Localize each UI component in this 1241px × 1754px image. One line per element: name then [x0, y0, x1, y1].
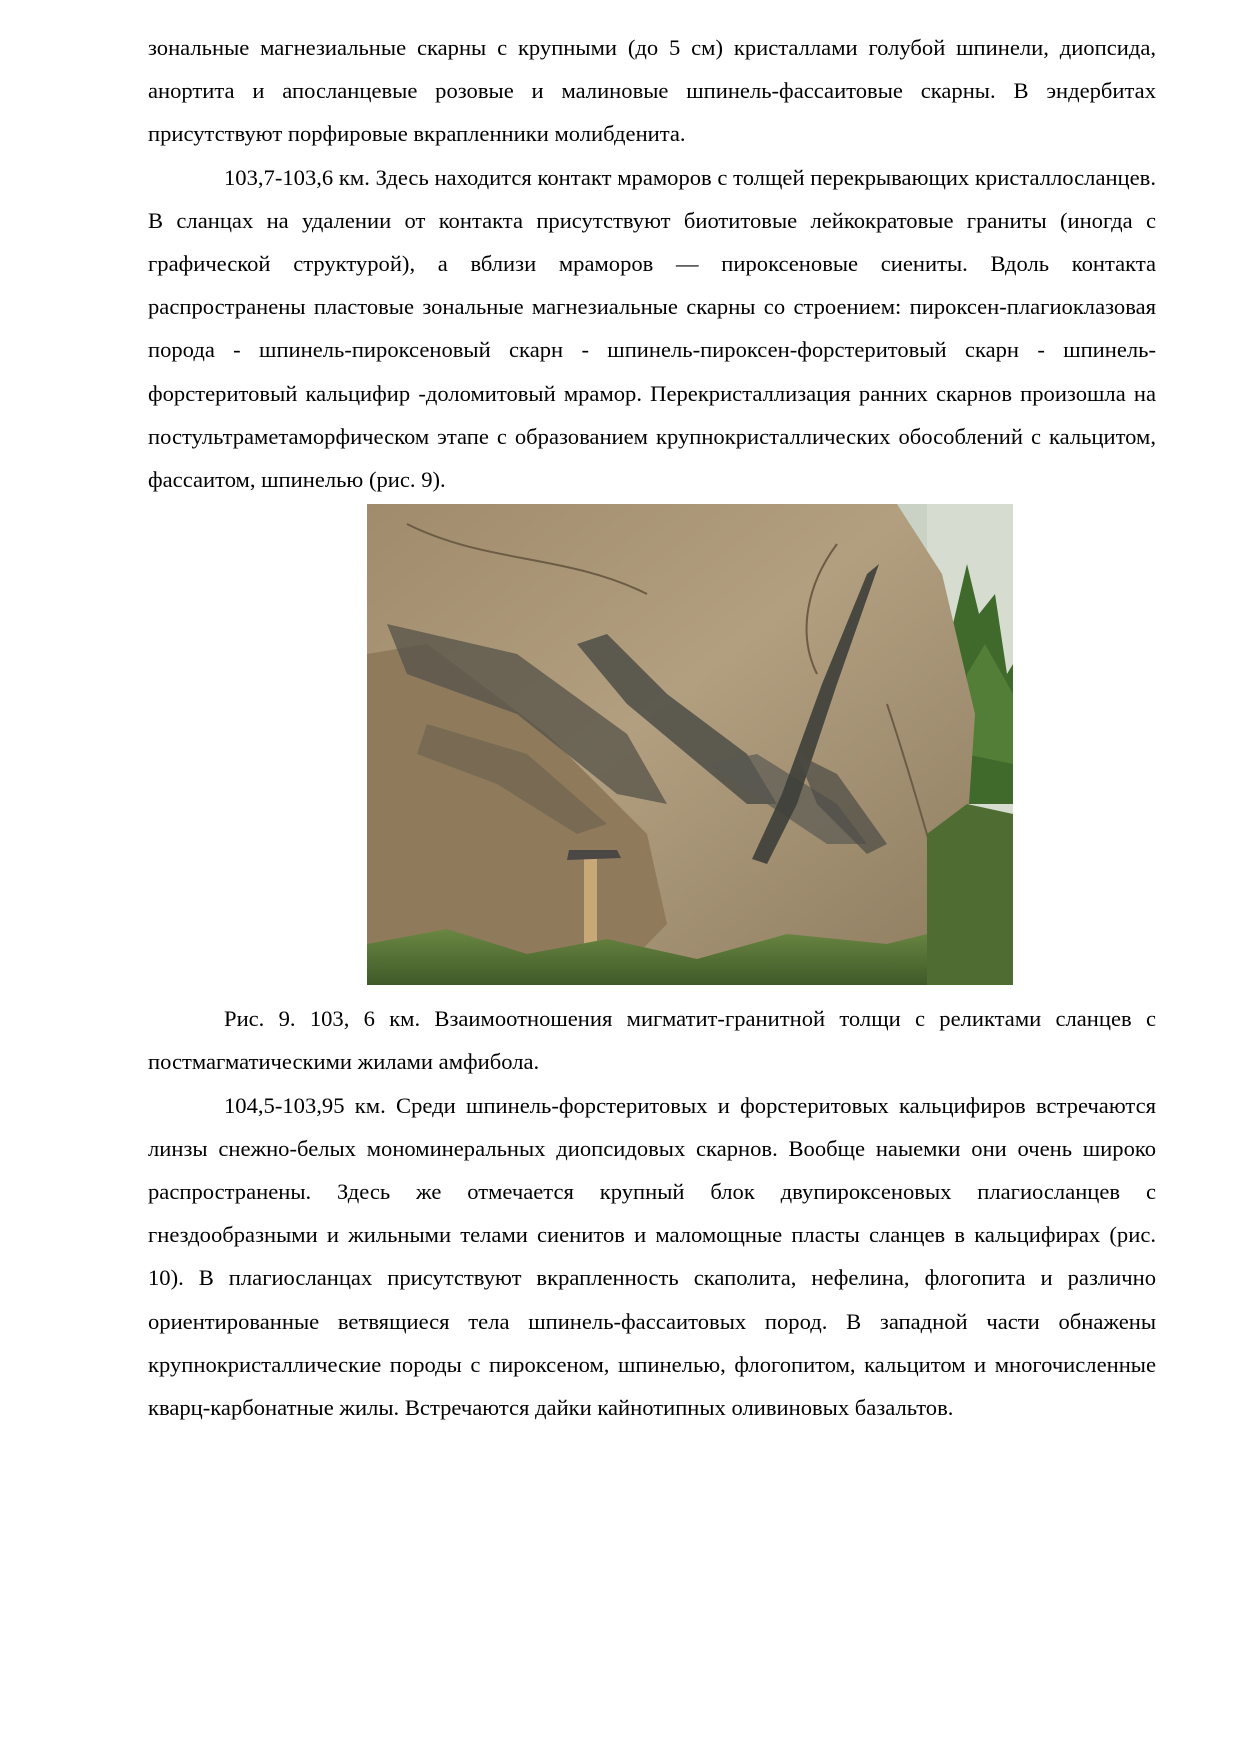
figure-9	[148, 504, 1156, 985]
paragraph-1: зональные магнезиальные скарны с крупными (до 5 см) кристаллами голубой шпинели, диопсида, анортита и апосланцевые розовые и малиновые шпинель-фассаитовые скарны. В эндербитах присутствуют порфировые вкрапленники молибденита.	[148, 35, 1156, 147]
outcrop-photo-drawing	[367, 504, 1013, 985]
paragraph-3: 104,5-103,95 км. Среди шпинель-форстеритовых и форстеритовых кальцифиров встречаются линзы снежно-белых мономинеральных диопсидовых скарнов. Вообще наыемки они очень широко распространены. Здесь же отмечается крупный блок двупироксеновых плагиосланцев с гнездообразными и жильными телами сиенитов и маломощные пласты сланцев в кальцифирах (рис. 10). В плагиосланцах присутствуют вкрапленность скаполита, нефелина, флогопита и различно ориентированные ветвящиеся тела шпинель-фассаитовых пород. В западной части обнажены крупнокристаллические породы с пироксеном, шпинелью, флогопитом, кальцитом и многочисленные кварц-карбонатные жилы. Встречаются дайки кайнотипных оливиновых базальтов.	[148, 1092, 1156, 1421]
document-page	[148, 26, 1156, 1429]
outcrop-photo	[367, 504, 1013, 985]
figure-caption: Рис. 9. 103, 6 км. Взаимоотношения мигматит-гранитной толщи с реликтами сланцев с постмагматическими жилами амфибола.	[148, 1006, 1156, 1075]
paragraph-2: 103,7-103,6 км. Здесь находится контакт мраморов с толщей перекрывающих кристаллосланцев. В сланцах на удалении от контакта присутствуют биотитовые лейкократовые граниты (иногда с графической структурой), а вблизи мраморов — пироксеновые сиениты. Вдоль контакта распространены пластовые зональные магнезиальные скарны со строением: пироксен-плагиоклазовая порода - шпинель-пироксеновый скарн - шпинель-пироксен-форстеритовый скарн - шпинель-форстеритовый кальцифир -доломитовый мрамор. Перекристаллизация ранних скарнов произошла на постультраметаморфическом этапе с образованием крупнокристаллических обособлений с кальцитом, фассаитом, шпинелью (рис. 9).	[148, 164, 1156, 493]
